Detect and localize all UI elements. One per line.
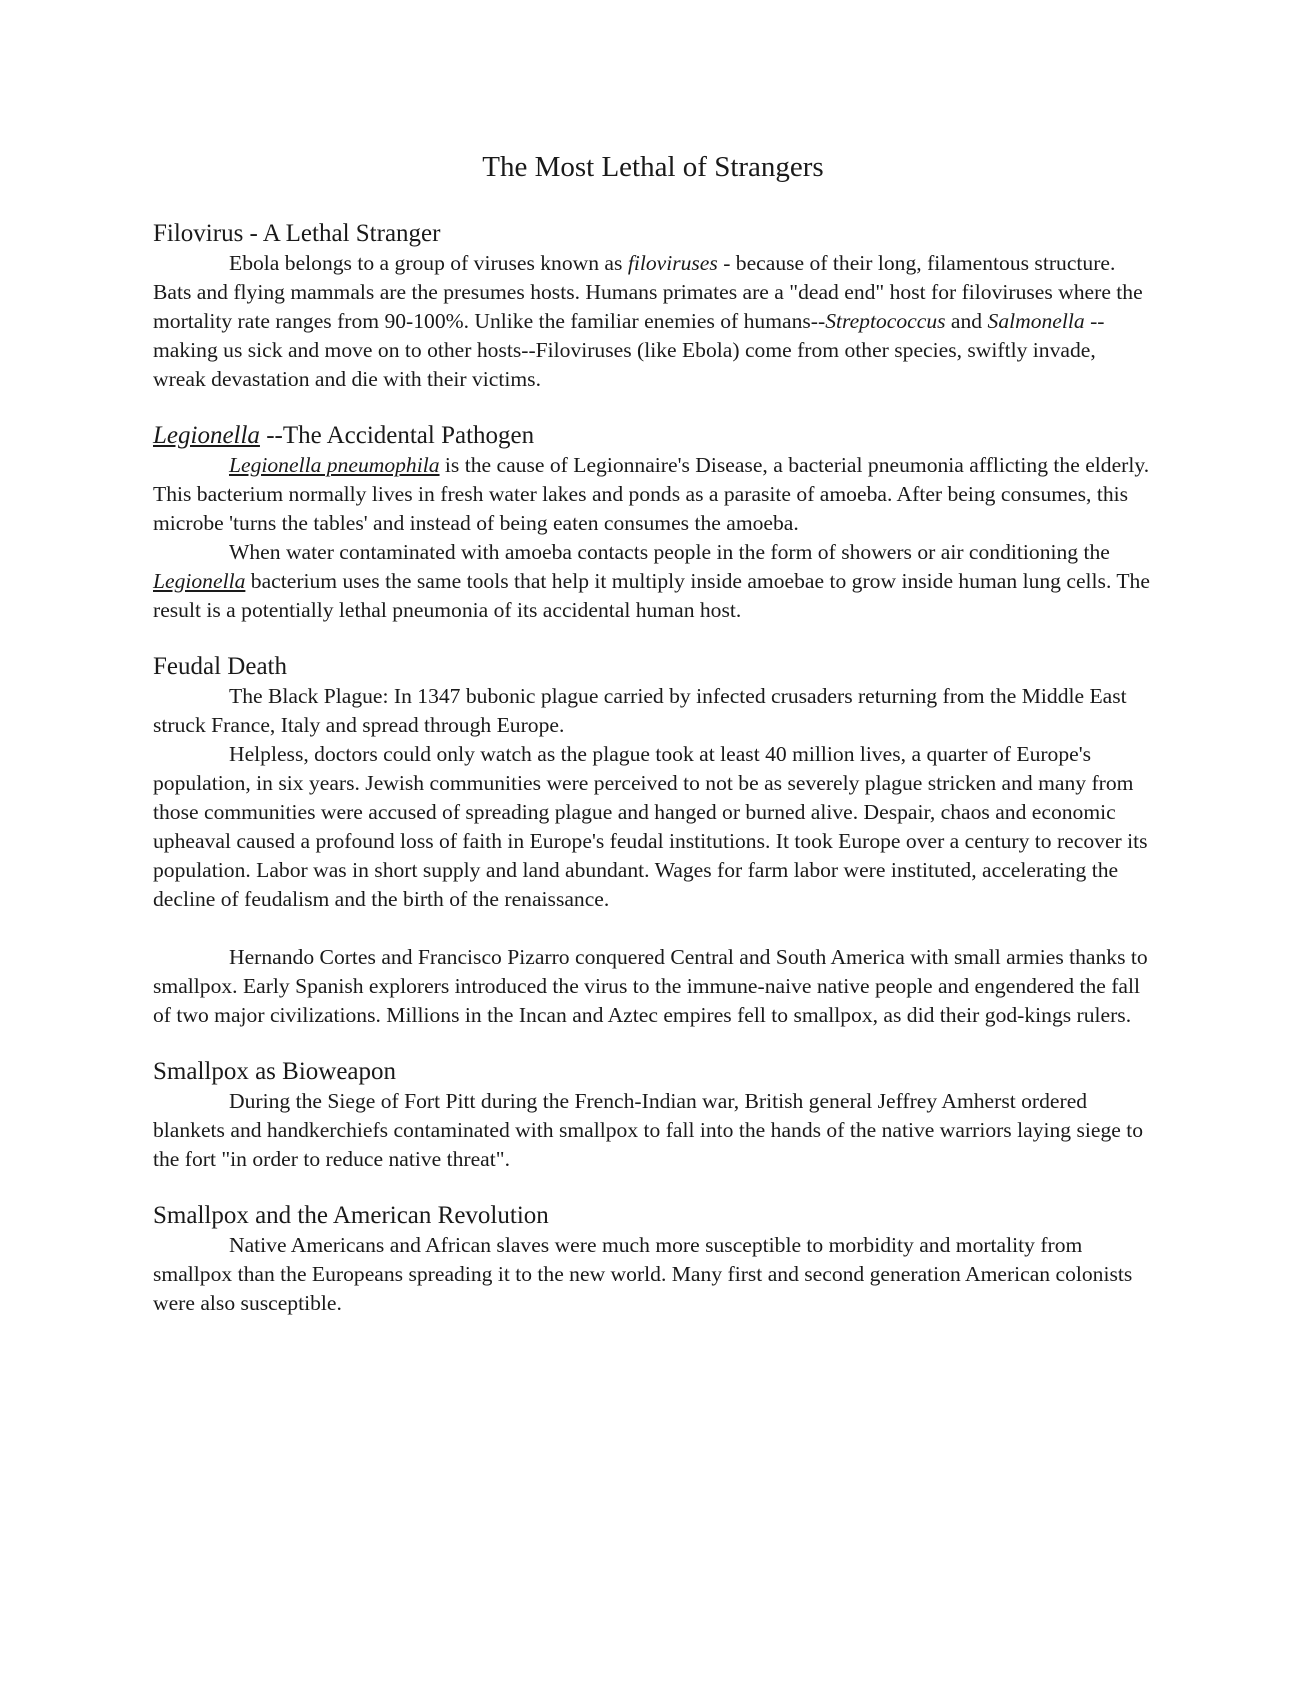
document-title: The Most Lethal of Strangers <box>482 151 824 183</box>
section-heading <box>153 421 1153 451</box>
paragraph <box>153 249 1153 394</box>
paragraph: Native Americans and African slaves were much more susceptible to morbidity and mortality from smallpox than the Europeans spreading it to the new world. Many first and second generation American colonists were also susceptible. <box>153 1232 1133 1315</box>
paragraph <box>153 538 1153 625</box>
italic-term: Legionella pneumophila <box>229 452 440 477</box>
paragraph: Helpless, doctors could only watch as the plague took at least 40 million lives, a quarter of Europe's population, in six years. Jewish communities were perceived to not be as severely plague stricken and many from those communities were accused of spreading plague and hanged or burned alive. Despair, chaos and economic upheaval caused a profound loss of faith in Europe's feudal institutions. It took Europe over a century to recover its population. Labor was in short supply and land abundant. Wages for farm labor were instituted, accelerating the decline of feudalism and the birth of the renaissance. <box>153 741 1148 911</box>
text-run: When water contaminated with amoeba contacts people in the form of showers or air conditioning the <box>229 539 1110 564</box>
paragraph <box>153 451 1153 538</box>
paragraph: During the Siege of Fort Pitt during the French-Indian war, British general Jeffrey Amherst ordered blankets and handkerchiefs contaminated with smallpox to fall into the hands of the native warriors laying siege to the fort "in order to reduce native threat". <box>153 1088 1144 1171</box>
section-feudal-death <box>153 652 1153 1030</box>
section-heading: Filovirus - A Lethal Stranger <box>153 219 441 247</box>
section-heading: Smallpox and the American Revolution <box>153 1201 549 1229</box>
italic-term: Legionella <box>153 421 260 449</box>
text-run: Ebola belongs to a group of viruses known as <box>229 250 628 275</box>
text-run: - because of their long, filamentous structure. Bats and flying mammals are the presumes hosts. Humans primates are a "dead end" host for filoviruses where the mortality rate ranges from 90-100%. Unlike the familiar enemies of humans-- <box>153 250 1143 333</box>
text-run: --The Accidental Pathogen <box>259 421 535 449</box>
paragraph: The Black Plague: In 1347 bubonic plague carried by infected crusaders returning from the Middle East struck France, Italy and spread through Europe. <box>153 683 1127 737</box>
italic-term: Legionella <box>153 568 246 593</box>
text-run: and <box>945 308 988 333</box>
italic-term: filoviruses <box>627 250 718 275</box>
section-legionella <box>153 421 1153 625</box>
italic-term: Salmonella <box>987 308 1085 333</box>
section-smallpox-bioweapon <box>153 1057 1153 1174</box>
section-heading: Smallpox as Bioweapon <box>153 1057 397 1085</box>
section-filovirus <box>153 219 1153 394</box>
document-body <box>153 150 1153 1345</box>
section-heading: Feudal Death <box>153 652 287 680</box>
italic-term: Streptococcus <box>825 308 946 333</box>
paragraph: Hernando Cortes and Francisco Pizarro conquered Central and South America with small armies thanks to smallpox. Early Spanish explorers introduced the virus to the immune-naive native people and engendered the fall of two major civilizations. Millions in the Incan and Aztec empires fell to smallpox, as did their god-kings rulers. <box>153 944 1148 1027</box>
section-smallpox-revolution <box>153 1201 1153 1318</box>
text-run: is the cause of Legionnaire's Disease, a bacterial pneumonia afflicting the elderly. This bacterium normally lives in fresh water lakes and ponds as a parasite of amoeba. After being consumes, this microbe 'turns the tables' and instead of being eaten consumes the amoeba. <box>153 452 1150 535</box>
text-run: bacterium uses the same tools that help it multiply inside amoebae to grow inside human lung cells. The result is a potentially lethal pneumonia of its accidental human host. <box>153 568 1150 622</box>
text-run: --making us sick and move on to other hosts--Filoviruses (like Ebola) come from other species, swiftly invade, wreak devastation and die with their victims. <box>153 308 1105 391</box>
